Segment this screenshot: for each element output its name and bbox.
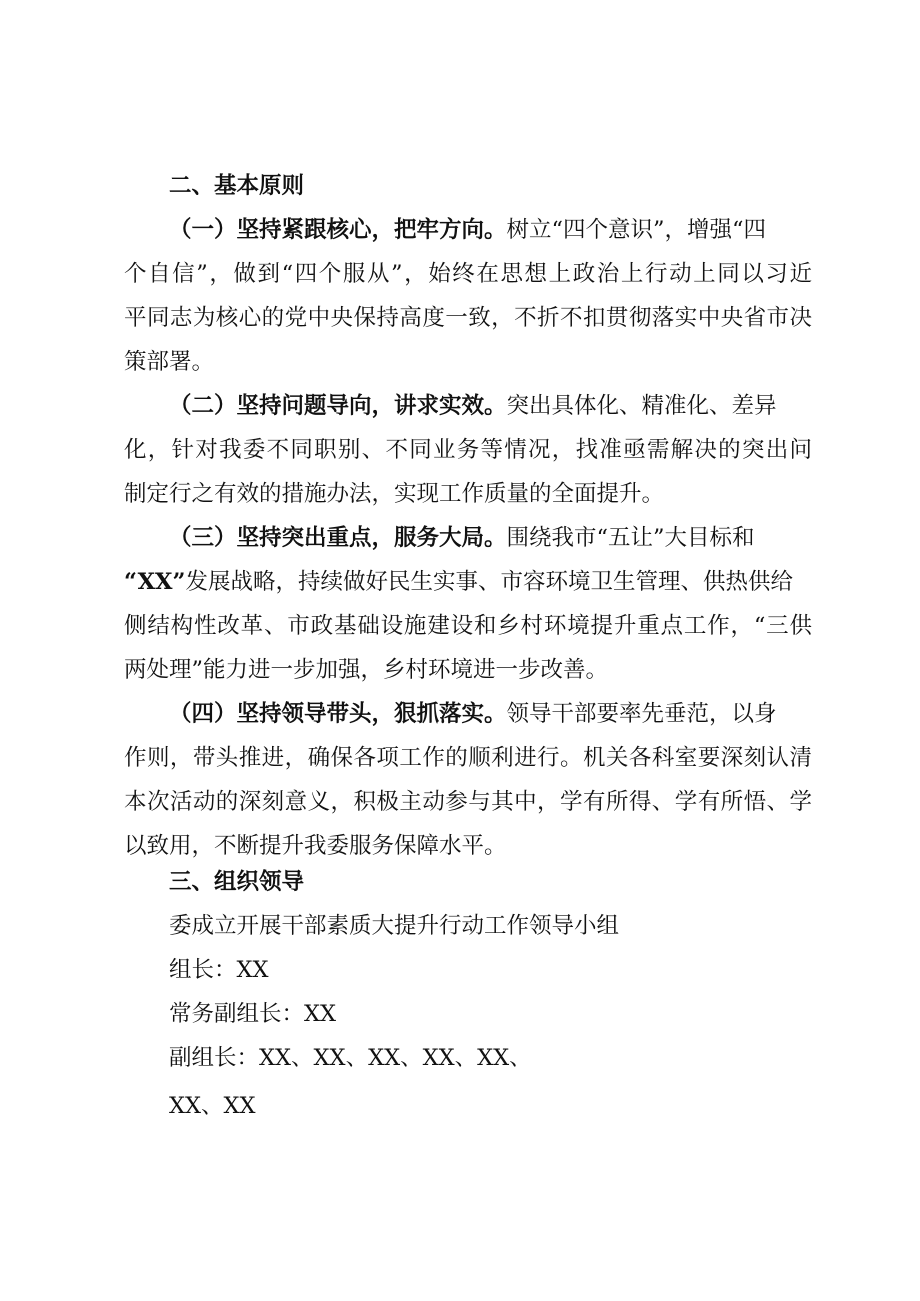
member-group-leader: 组长：XX bbox=[169, 957, 269, 983]
section-heading-organization: 三、组织领导 bbox=[169, 869, 305, 895]
principle-3-line-2 bbox=[124, 560, 812, 604]
principle-2-line-3: 制定行之有效的措施办法，实现工作质量的全面提升。 bbox=[124, 481, 665, 507]
principle-1-line-3: 平同志为核心的党中央保持高度一致，不折不扣贯彻落实中央省市决 bbox=[124, 305, 812, 331]
principle-2-lead: （二）坚持问题导向，讲求实效。 bbox=[169, 393, 507, 419]
principle-3-line-1 bbox=[169, 516, 812, 560]
principle-4-line-3: 本次活动的深刻意义，积极主动参与其中，学有所得、学有所悟、学 bbox=[124, 789, 812, 815]
member-deputy-leaders-continued: XX、XX bbox=[169, 1093, 256, 1119]
principle-2-line-2: 化，针对我委不同职别、不同业务等情况，找准亟需解决的突出问 bbox=[124, 437, 812, 463]
member-deputy-leaders: 副组长：XX、XX、XX、XX、XX、 bbox=[169, 1045, 532, 1071]
section-heading-basic-principles: 二、基本原则 bbox=[169, 173, 305, 199]
principle-4-line-1 bbox=[169, 692, 812, 736]
principle-4-line-2: 作则，带头推进，确保各项工作的顺利进行。机关各科室要深刻认清 bbox=[124, 745, 812, 771]
principle-3-text-2: 发展战略，持续做好民生实事、市容环境卫生管理、供热供给 bbox=[185, 569, 793, 595]
principle-1-line-2: 个自信”，做到“四个服从”，始终在思想上政治上行动上同以习近 bbox=[124, 261, 812, 287]
principle-3-line-3: 侧结构性改革、市政基础设施建设和乡村环境提升重点工作，“三供 bbox=[124, 613, 812, 639]
principle-3-lead: （三）坚持突出重点，服务大局。 bbox=[169, 525, 507, 551]
principle-1-text-1: 树立“四个意识”，增强“四 bbox=[506, 217, 767, 243]
principle-4-text-1: 领导干部要率先垂范，以身 bbox=[506, 701, 777, 727]
principle-1-line-1 bbox=[169, 208, 812, 252]
member-executive-deputy-leader: 常务副组长：XX bbox=[169, 1001, 337, 1027]
principle-3-text-1: 围绕我市“五让”大目标和 bbox=[506, 525, 755, 551]
principle-3-line-4: 两处理”能力进一步加强，乡村环境进一步改善。 bbox=[124, 657, 609, 683]
principle-1-line-4: 策部署。 bbox=[124, 349, 215, 375]
principle-1-lead: （一）坚持紧跟核心，把牢方向。 bbox=[169, 217, 507, 243]
principle-2-text-1: 突出具体化、精准化、差异 bbox=[506, 393, 777, 419]
principle-4-line-4: 以致用，不断提升我委服务保障水平。 bbox=[124, 833, 507, 859]
principle-4-lead: （四）坚持领导带头，狠抓落实。 bbox=[169, 701, 507, 727]
principle-3-xx-quote: “XX” bbox=[124, 569, 186, 595]
leading-group-intro: 委成立开展干部素质大提升行动工作领导小组 bbox=[169, 913, 620, 939]
principle-2-line-1 bbox=[169, 384, 812, 428]
